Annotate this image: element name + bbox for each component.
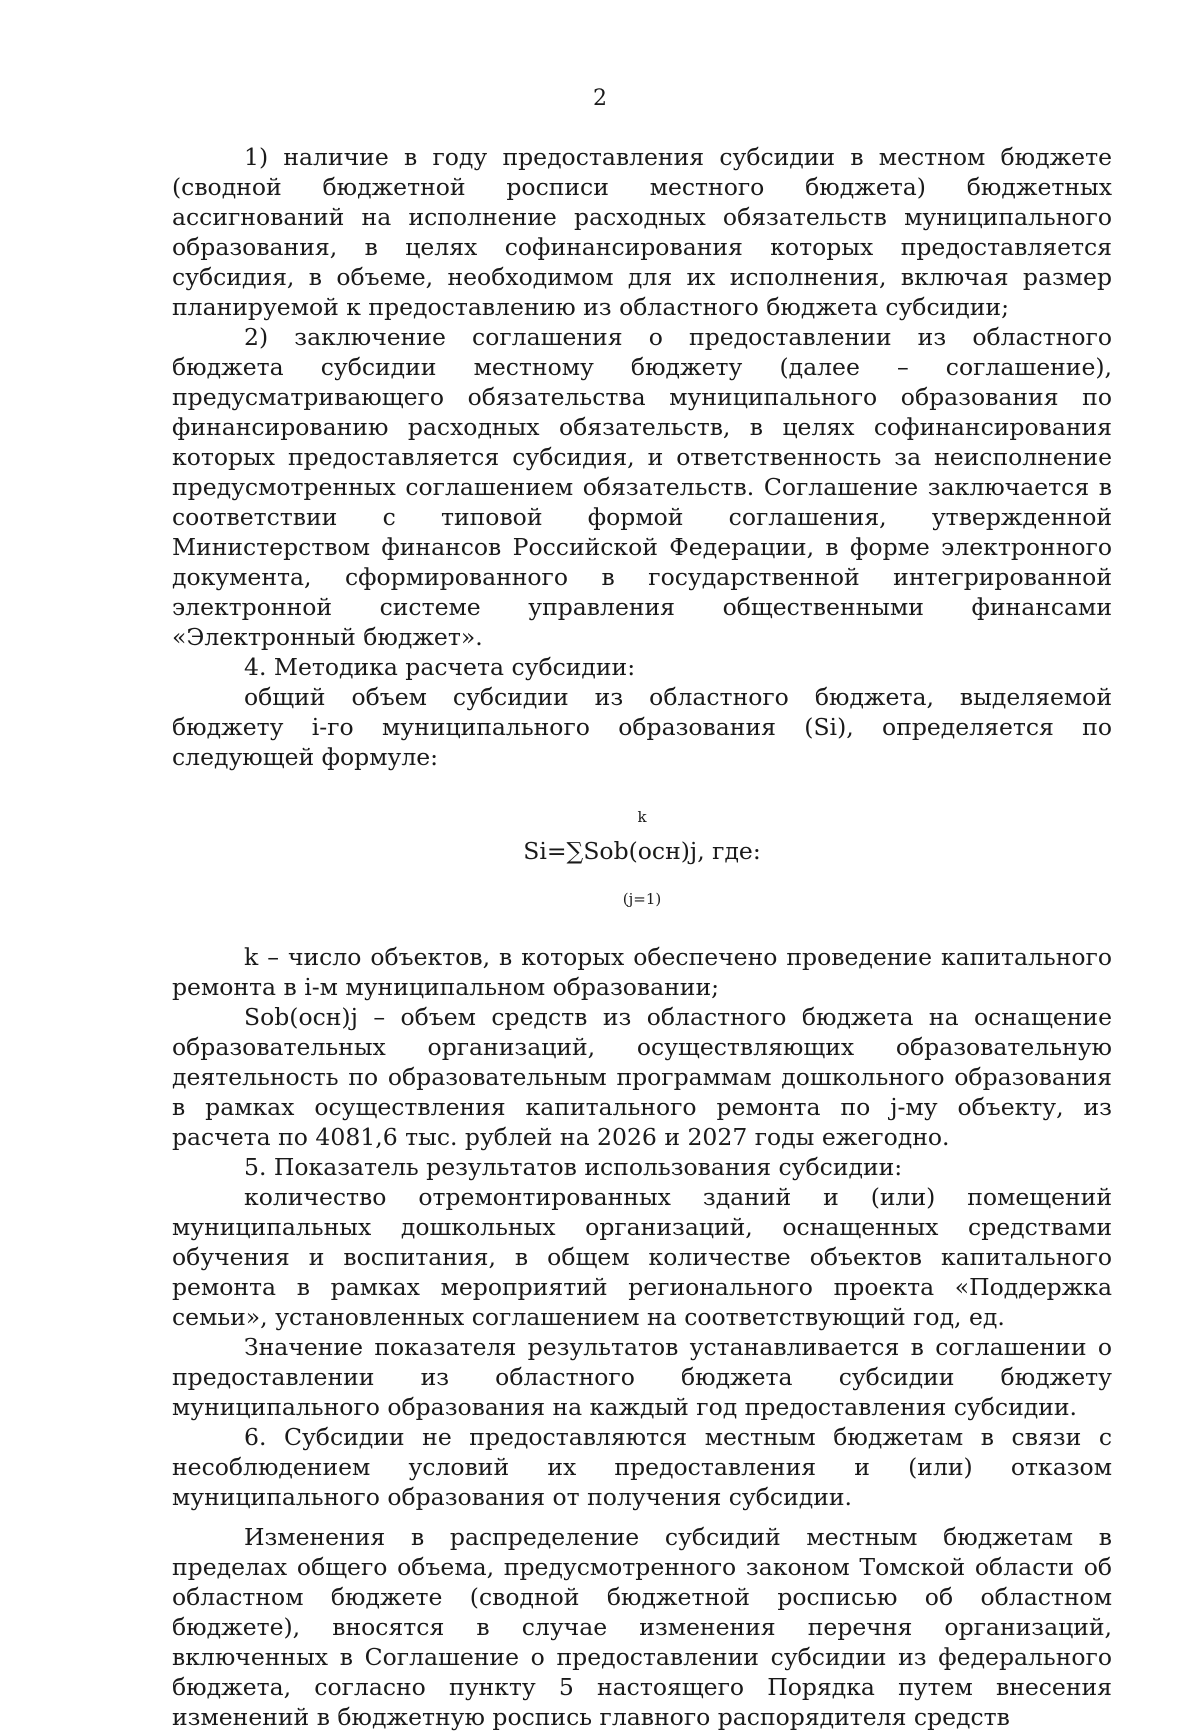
paragraph-formula-intro: общий объем субсидии из областного бюджета, выделяемой бюджету i-го муниципального образования (Si), определяется по следующей формуле: bbox=[172, 683, 1112, 771]
formula-block bbox=[172, 772, 1112, 942]
formula-lower-limit: (j=1) bbox=[622, 890, 662, 908]
paragraph-sob-definition: Sob(осн)j – объем средств из областного бюджета на оснащение образовательных организаций, осуществляющих образовательную деятельность по образовательным программам дошкольного образования в рамках осуществления капитального ремонта по j-му объекту, из расчета по 4081,6 тыс. рублей на 2026 и 2027 годы ежегодно. bbox=[172, 1003, 1112, 1151]
formula-upper-limit: k bbox=[637, 808, 647, 826]
section-heading-5: 5. Показатель результатов использования субсидии: bbox=[244, 1153, 903, 1181]
section-heading-6: 6. Субсидии не предоставляются местным бюджетам в связи с несоблюдением условий их предоставления и (или) отказом муниципального образования от получения субсидии. bbox=[172, 1423, 1112, 1511]
paragraph-k-definition: k – число объектов, в которых обеспечено проведение капитального ремонта в i-м муниципальном образовании; bbox=[172, 943, 1112, 1001]
section-heading-4: 4. Методика расчета субсидии: bbox=[244, 653, 636, 681]
paragraph-condition-1: 1) наличие в году предоставления субсидии в местном бюджете (сводной бюджетной росписи местного бюджета) бюджетных ассигнований на исполнение расходных обязательств муниципального образования, в целях софинансирования которых предоставляется субсидия, в объеме, необходимом для их исполнения, включая размер планируемой к предоставлению из областного бюджета субсидии; bbox=[172, 143, 1112, 321]
paragraph-indicator: количество отремонтированных зданий и (или) помещений муниципальных дошкольных организаций, оснащенных средствами обучения и воспитания, в общем количестве объектов капитального ремонта в рамках мероприятий регионального проекта «Поддержка семьи», установленных соглашением на соответствующий год, ед. bbox=[172, 1183, 1112, 1331]
paragraph-indicator-value: Значение показателя результатов устанавливается в соглашении о предоставлении из областного бюджета субсидии бюджету муниципального образования на каждый год предоставления субсидии. bbox=[172, 1333, 1112, 1421]
document-body bbox=[172, 142, 1112, 1732]
paragraph-condition-2: 2) заключение соглашения о предоставлении из областного бюджета субсидии местному бюджету (далее – соглашение), предусматривающего обязательства муниципального образования по финансированию расходных обязательств, в целях софинансирования которых предоставляется субсидия, и ответственность за неисполнение предусмотренных соглашением обязательств. Соглашение заключается в соответствии с типовой формой соглашения, утвержденной Министерством финансов Российской Федерации, в форме электронного документа, сформированного в государственной интегрированной электронной системе управления общественными финансами «Электронный бюджет». bbox=[172, 323, 1112, 651]
page-number: 2 bbox=[593, 86, 607, 111]
paragraph-changes: Изменения в распределение субсидий местным бюджетам в пределах общего объема, предусмотренного законом Томской области об областном бюджете (сводной бюджетной росписью об областном бюджете), вносятся в случае изменения перечня организаций, включенных в Соглашение о предоставлении субсидии из федерального бюджета, согласно пункту 5 настоящего Порядка путем внесения изменений в бюджетную роспись главного распорядителя средств bbox=[172, 1523, 1112, 1731]
paragraph-spacer bbox=[172, 1512, 1112, 1522]
formula-expression: Si=∑Sob(осн)j, где: bbox=[523, 837, 761, 865]
